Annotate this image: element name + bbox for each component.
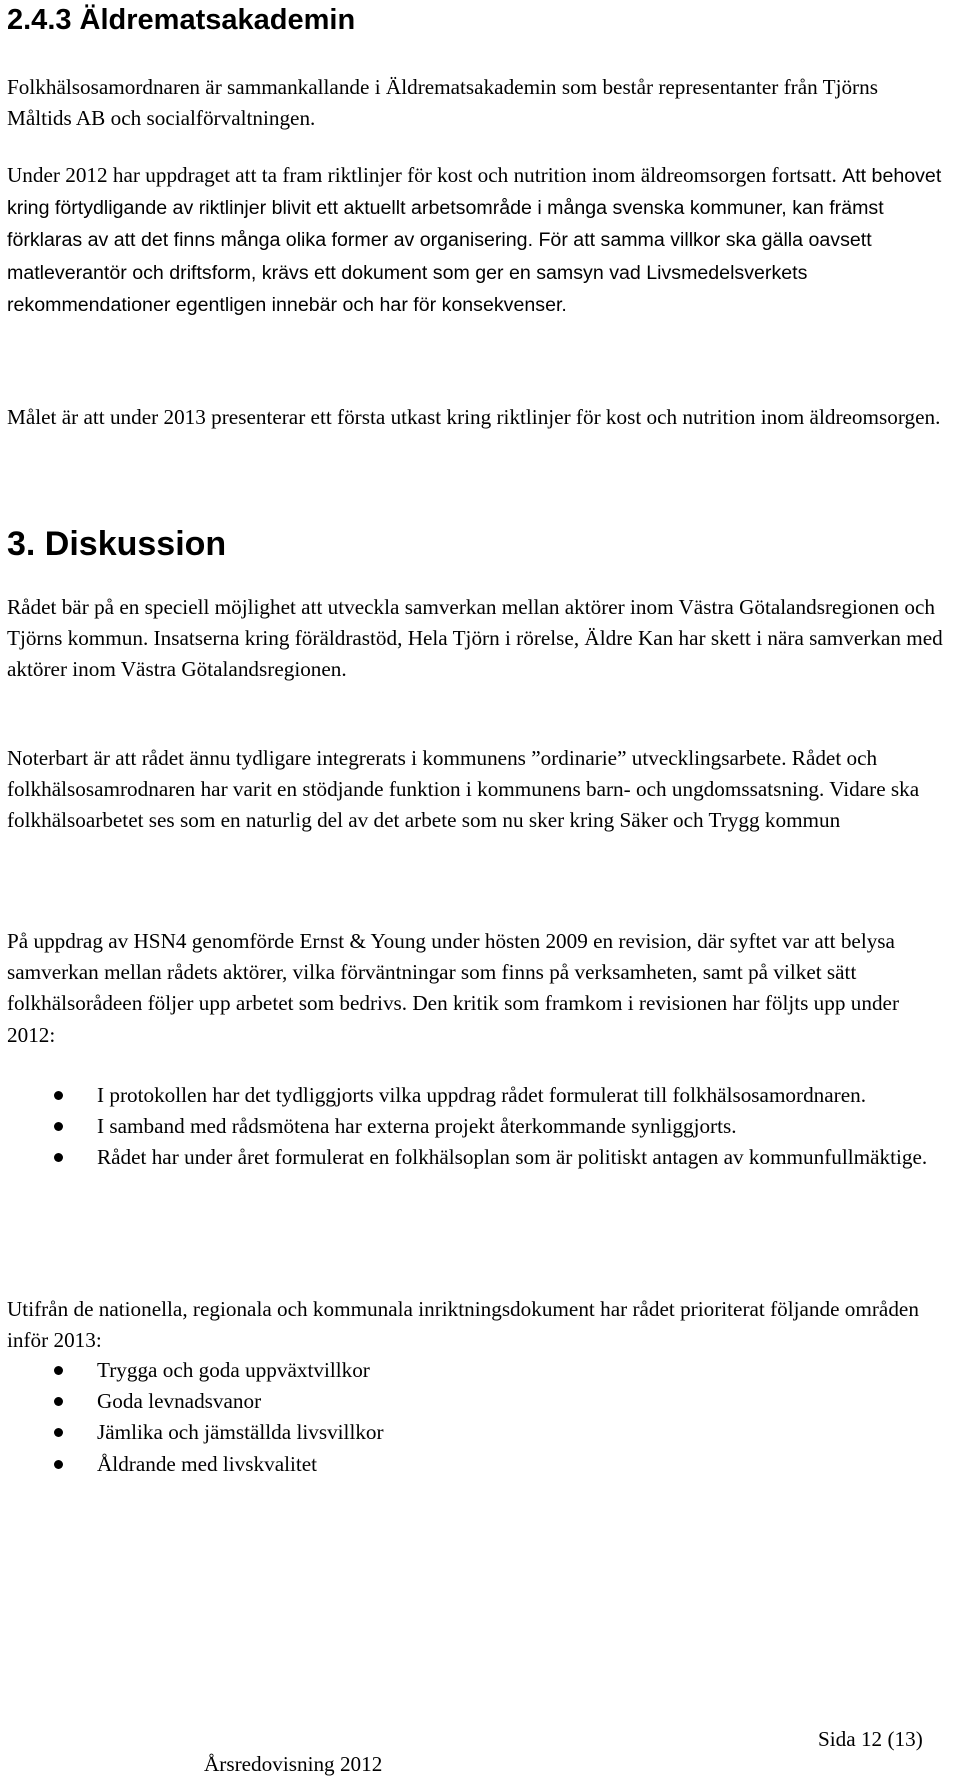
list-item-text: Trygga och goda uppväxtvillkor: [97, 1358, 370, 1382]
section-heading-aldrematsakademin: 2.4.3 Äldrematsakademin: [7, 4, 356, 36]
list-item-text: I samband med rådsmötena har externa projekt återkommande synliggjorts.: [97, 1114, 737, 1139]
page-number: Sida 12 (13): [818, 1727, 923, 1751]
paragraph-guidelines-serif-run: Under 2012 har uppdraget att ta fram riktlinjer för kost och nutrition inom äldreomsorgen fortsatt.: [7, 163, 837, 187]
paragraph-intro: Folkhälsosamordnaren är sammankallande i Äldrematsakademin som består representanter från Tjörns Måltids AB och socialförvaltningen.: [7, 75, 878, 131]
list-item-text: I protokollen har det tydliggjorts vilka uppdrag rådet formulerat till folkhälsosamordnaren.: [97, 1083, 867, 1107]
bullet-icon: [54, 1460, 63, 1469]
list-item: [7, 1142, 947, 1173]
paragraph-goal: Målet är att under 2013 presenterar ett första utkast kring riktlinjer för kost och nutrition inom äldreomsorgen.: [7, 405, 941, 429]
revision-followup-list: [7, 1080, 947, 1174]
paragraph-collaboration-text: Rådet bär på en speciell möjlighet att utveckla samverkan mellan aktörer inom Västra Götalandsregionen och Tjörns kommun. Insatserna kring föräldrastöd, Hela Tjörn i rörelse, Äldre Kan har skett i nära samverkan med aktörer inom Västra Götalandsregionen.: [7, 595, 943, 682]
list-item: [7, 1386, 947, 1417]
bullet-icon: [54, 1428, 63, 1437]
bullet-icon: [54, 1122, 63, 1131]
section-heading-diskussion: 3. Diskussion: [7, 525, 227, 563]
list-item: [7, 1449, 947, 1480]
paragraph-revision: På uppdrag av HSN4 genomförde Ernst & Young under hösten 2009 en revision, där syftet var att belysa samverkan mellan rådets aktörer, vilka förväntningar som finns på verksamheten, samt på vilket sätt folkhälsorådeen följer upp arbetet som bedrivs. Den kritik som framkom i revisionen har följts upp under 2012:: [7, 929, 900, 1047]
paragraph-priorities: Utifrån de nationella, regionala och kommunala inriktningsdokument har rådet prioriterat följande områden inför 2013:: [7, 1297, 919, 1353]
paragraph-guidelines: [7, 160, 947, 321]
bullet-icon: [54, 1091, 63, 1100]
priority-areas-list: [7, 1355, 947, 1480]
list-item: [7, 1355, 947, 1386]
list-item-text: Goda levnadsvanor: [97, 1389, 262, 1414]
list-item-text: Jämlika och jämställda livsvillkor: [97, 1420, 384, 1445]
bullet-icon: [54, 1153, 63, 1162]
footer-document-title: Årsredovisning 2012: [204, 1752, 383, 1776]
bullet-icon: [54, 1397, 63, 1406]
list-item: [7, 1417, 947, 1448]
list-item: [7, 1080, 947, 1111]
paragraph-integration: Noterbart är att rådet ännu tydligare integrerats i kommunens ”ordinarie” utvecklingsarbete. Rådet och folkhälsosamrodnaren har varit en stödjande funktion i kommunens barn- och ungdomssatsning. Vidare ska folkhälsoarbetet ses som en naturlig del av det arbete som nu sker kring Säker och Trygg kommun: [7, 746, 920, 833]
list-item: [7, 1111, 947, 1142]
list-item-text: Åldrande med livskvalitet: [97, 1451, 318, 1476]
paragraph-guidelines-sans-run: Att behovet kring förtydligande av riktlinjer blivit ett aktuellt arbetsområde i många svenska kommuner, kan främst förklaras av att det finns många olika former av organisering. För att samma villkor ska gälla oavsett matleverantör och driftsform, krävs ett dokument som ger en samsyn vad Livsmedelsverkets rekommendationer egentligen innebär och har för konsekvenser.: [7, 165, 942, 316]
bullet-icon: [54, 1366, 63, 1375]
list-item-text: Rådet har under året formulerat en folkhälsoplan som är politiskt antagen av kommunfullmäktige.: [97, 1145, 928, 1170]
